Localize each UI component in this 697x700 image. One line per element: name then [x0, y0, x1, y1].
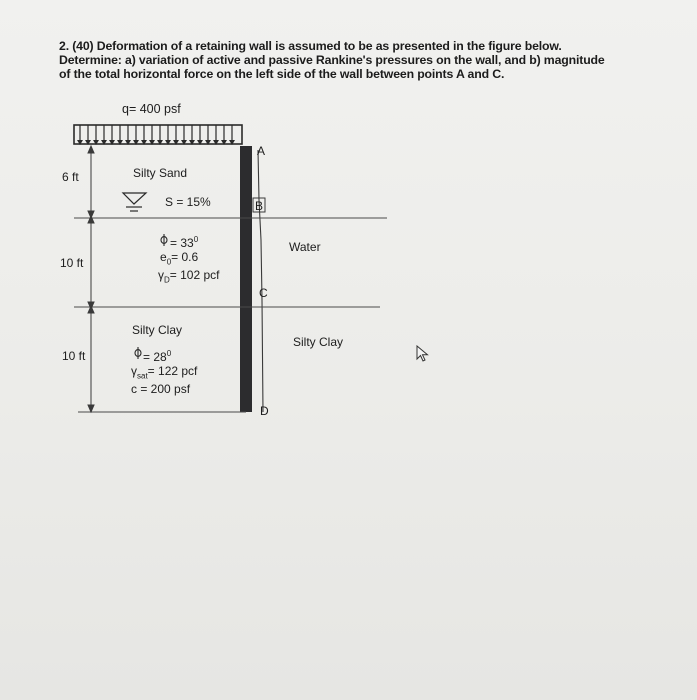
water-table-icon — [123, 193, 146, 211]
dimension-10ft-upper: 10 ft — [60, 256, 84, 270]
problem-line-3: of the total horizontal force on the left side of the wall between points A and C. — [59, 67, 505, 81]
surcharge-load-icon — [74, 125, 242, 145]
layer2-name: Silty Clay — [132, 323, 183, 337]
layer-boundaries — [74, 218, 387, 412]
right-silty-clay-label: Silty Clay — [293, 335, 344, 349]
dimension-10ft-lower: 10 ft — [62, 349, 86, 363]
problem-line-1: 2. (40) Deformation of a retaining wall is assumed to be as presented in the figure below. — [59, 39, 562, 53]
water-label: Water — [289, 240, 321, 254]
layer1-unit-weight: $\gamma_D= 102$ pcf — [158, 268, 220, 285]
retaining-wall — [240, 146, 252, 412]
point-b-label: B — [255, 199, 264, 213]
deformed-wall-line — [258, 150, 263, 412]
point-a-label: A — [257, 144, 266, 158]
layer1-name: Silty Sand — [133, 166, 188, 180]
point-d-label: D — [260, 404, 269, 418]
layer2-unit-weight: $\gamma_{sat}= 122$ pcf — [131, 364, 198, 381]
mouse-cursor-icon — [416, 345, 430, 363]
layer1-void-ratio: $e_0= 0.6$ — [160, 250, 199, 267]
layer1-phi: = $33^0$ — [170, 235, 199, 250]
surcharge-label: q= 400 psf — [122, 102, 181, 116]
dimension-6ft: 6 ft — [62, 170, 79, 184]
point-c-label: C — [259, 286, 268, 300]
layer2-cohesion: c = 200 psf — [131, 382, 191, 396]
saturation-label: S = 15% — [165, 195, 211, 209]
layer2-phi: = $28^0$ — [143, 349, 172, 364]
problem-line-2: Determine: a) variation of active and passive Rankine's pressures on the wall, and b) magnitude — [59, 53, 605, 67]
dimension-line — [88, 146, 94, 412]
